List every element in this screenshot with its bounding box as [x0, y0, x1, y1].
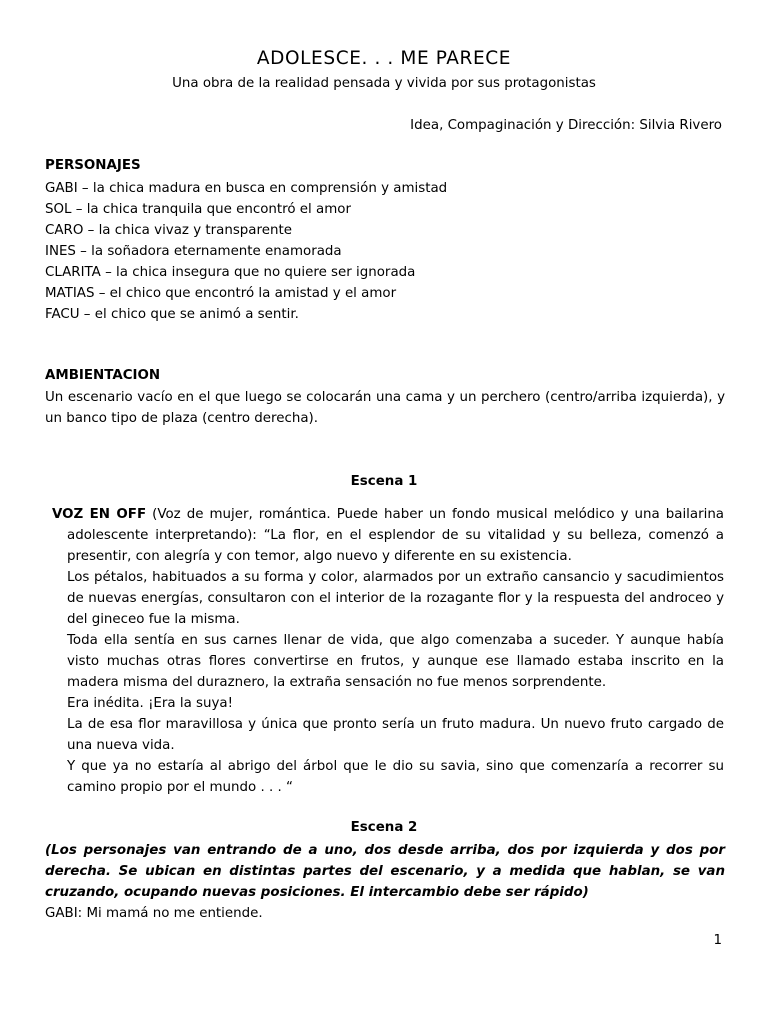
play-title: ADOLESCE. . . ME PARECE — [256, 48, 512, 69]
author-credit: Idea, Compaginación y Dirección: Silvia Rivero — [410, 118, 722, 133]
voz-paragraph: La de esa flor maravillosa y única que pronto sería un fruto madura. Un nuevo fruto cargado de una nueva vida. — [67, 717, 724, 753]
cast-item: GABI – la chica madura en busca en comprensión y amistad — [45, 181, 448, 196]
personajes-heading: PERSONAJES — [45, 158, 141, 173]
cast-item: CLARITA – la chica insegura que no quiere ser ignorada — [45, 265, 416, 280]
voz-paragraph: VOZ EN OFF (Voz de mujer, romántica. Puede haber un fondo musical melódico y una bailarina adolescente interpretando): “La flor, en el esplendor de su vitalidad y su belleza, comenzó a presentir, con alegría y con temor, algo nuevo y diferente en su existencia. — [52, 507, 725, 564]
voz-paragraph: Y que ya no estaría al abrigo del árbol que le dio su savia, sino que comenzaría a recorrer su camino propio por el mundo . . . “ — [67, 759, 724, 795]
cast-item: FACU – el chico que se animó a sentir. — [45, 307, 299, 322]
cast-item: INES – la soñadora eternamente enamorada — [45, 244, 342, 259]
ambientacion-text: Un escenario vacío en el que luego se colocarán una cama y un perchero (centro/arriba izquierda), y un banco tipo de plaza (centro derecha). — [45, 390, 725, 426]
ambientacion-heading: AMBIENTACION — [45, 368, 161, 383]
cast-item: SOL – la chica tranquila que encontró el amor — [45, 202, 351, 217]
voz-paragraph: Los pétalos, habituados a su forma y color, alarmados por un extraño cansancio y sacudimientos de nuevas energías, consultaron con el interior de la rozagante flor y la respuesta del androceo y del gineceo fue la misma. — [67, 570, 724, 627]
speaker-label: VOZ EN OFF — [52, 507, 147, 522]
voz-paragraph: Toda ella sentía en sus carnes llenar de vida, que algo comenzaba a suceder. Y aunque había visto muchas otras flores convertirse en frutos, y aunque ese llamado estaba inscrito en la madera misma del duraznero, la extraña sensación no fue menos sorprendente. — [67, 633, 724, 690]
play-subtitle: Una obra de la realidad pensada y vivida por sus protagonistas — [172, 76, 596, 91]
cast-list — [45, 178, 735, 325]
cast-item: CARO – la chica vivaz y transparente — [45, 223, 292, 238]
dialogue-line: GABI: Mi mamá no me entiende. — [45, 906, 263, 921]
page-number: 1 — [713, 933, 722, 948]
scene-1-heading: Escena 1 — [350, 474, 418, 489]
voz-en-off-block — [52, 504, 724, 798]
cast-item: MATIAS – el chico que encontró la amistad y el amor — [45, 286, 397, 301]
voz-paragraph: Era inédita. ¡Era la suya! — [67, 696, 234, 711]
scene-2-heading: Escena 2 — [350, 820, 418, 835]
stage-direction: (Los personajes van entrando de a uno, dos desde arriba, dos por izquierda y dos por derecha. Se ubican en distintas partes del escenario, y a medida que hablan, se van cruzando, ocupando nuevas posiciones. El intercambio debe ser rápido) — [45, 843, 725, 900]
